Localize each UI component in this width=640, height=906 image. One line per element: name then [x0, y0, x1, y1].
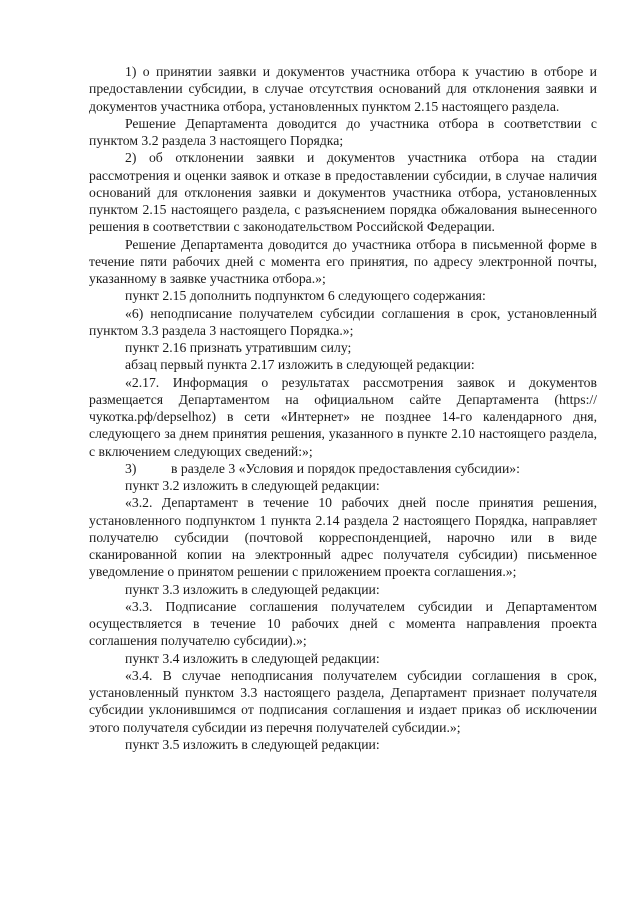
item3-text: в разделе 3 «Условия и порядок предоставления субсидии»:	[171, 460, 520, 476]
paragraph-clause-3-3: «3.3. Подписание соглашения получателем субсидии и Департаментом осуществляется в течение 10 рабочих дней с момента направления проекта соглашения получателю субсидии).»;	[89, 598, 597, 649]
document-body	[89, 63, 597, 753]
paragraph-subclause-6: «6) неподписание получателем субсидии соглашения в срок, установленный пунктом 3.3 раздела 3 настоящего Порядка.»;	[89, 305, 597, 338]
paragraph-item2: 2) об отклонении заявки и документов участника отбора на стадии рассмотрения и оценки заявок и отказе в предоставлении субсидии, в случае наличия оснований для отклонения заявки и документов участника отбора, установленных пунктом 2.15 настоящего раздела, с разъяснением порядка обжалования вынесенного решения в соответствии с законодательством Российской Федерации.	[89, 150, 597, 235]
paragraph-decision-notice-1: Решение Департамента доводится до участника отбора в соответствии с пунктом 3.2 раздела 3 настоящего Порядка;	[89, 115, 597, 148]
paragraph-clause-2-17-intro: абзац первый пункта 2.17 изложить в следующей редакции:	[125, 357, 475, 373]
paragraph-clause-3-4-intro: пункт 3.4 изложить в следующей редакции:	[125, 650, 380, 666]
paragraph-clause-3-5-intro: пункт 3.5 изложить в следующей редакции:	[125, 736, 380, 752]
paragraph-item1: 1) о принятии заявки и документов участника отбора к участию в отборе и предоставлении субсидии, в случае отсутствия оснований для отклонения заявки и документов участника отбора, установленных пунктом 2.15 настоящего раздела.	[89, 64, 597, 114]
paragraph-clause-2-17: «2.17. Информация о результатах рассмотрения заявок и документов размещается Департаментом на официальном сайте Департамента (https://чукотка.рф/depselhoz) в сети «Интернет» не позднее 14-го календарного дня, следующего за днем принятия решения, указанного в пункте 2.10 настоящего раздела, с включением следующих сведений:»;	[89, 374, 597, 459]
paragraph-clause-3-3-intro: пункт 3.3 изложить в следующей редакции:	[125, 581, 380, 597]
item3-number: 3)	[125, 460, 137, 476]
paragraph-clause-3-2-intro: пункт 3.2 изложить в следующей редакции:	[125, 478, 380, 493]
paragraph-clause-2-15: пункт 2.15 дополнить подпунктом 6 следующего содержания:	[125, 288, 486, 304]
paragraph-clause-3-2: «3.2. Департамент в течение 10 рабочих дней после принятия решения, установленного подпунктом 1 пункта 2.14 раздела 2 настоящего Порядка, направляет получателю субсидии (почтовой корреспонденцией, нарочно или в виде сканированной копии на электронный адрес получателя субсидии) письменное уведомление о принятом решении с приложением проекта соглашения.»;	[89, 495, 597, 580]
paragraph-clause-3-4: «3.4. В случае неподписания получателем субсидии соглашения в срок, установленный пунктом 3.3 настоящего раздела, Департамент признает получателя субсидии уклонившимся от подписания соглашения и издает приказ об исключении этого получателя субсидии из перечня получателей субсидии.»;	[89, 667, 597, 735]
paragraph-item3	[89, 460, 597, 477]
paragraph-clause-2-16: пункт 2.16 признать утратившим силу;	[125, 340, 352, 355]
paragraph-decision-notice-2: Решение Департамента доводится до участника отбора в письменной форме в течение пяти рабочих дней с момента его принятия, по адресу электронной почты, указанному в заявке участника отбора.»;	[89, 236, 597, 286]
